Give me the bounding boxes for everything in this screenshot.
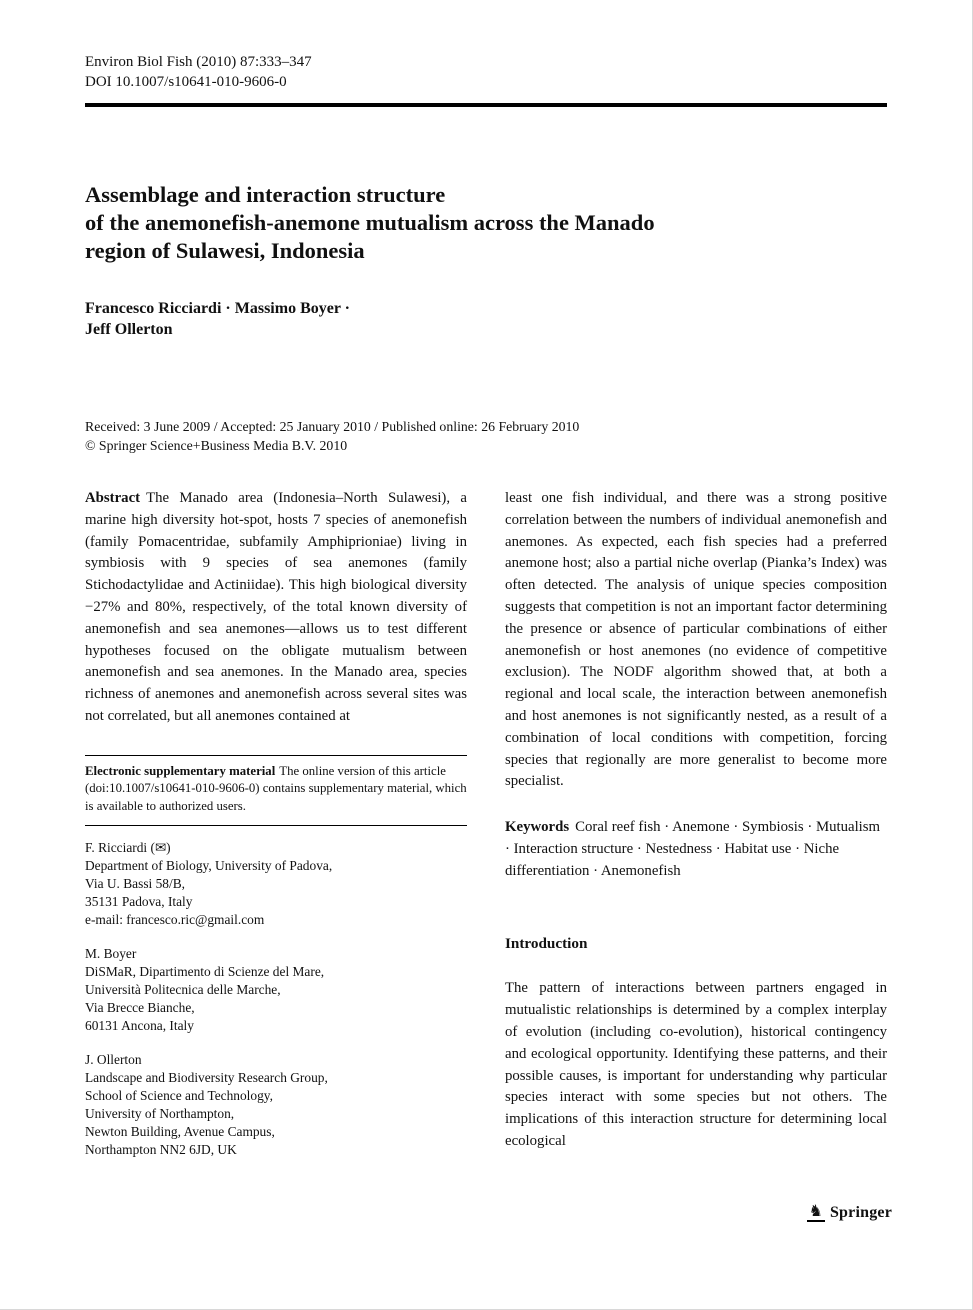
journal-header [85, 0, 887, 92]
abstract-text-col1: The Manado area (Indonesia–North Sulawesi), a marine high diversity hot-spot, hosts 7 species of anemonefish (family Pomacentridae, subfamily Amphiprioniae) living in symbiosis with 9 species of sea anemones (family Stichodactylidae and Actiniidae). This high biological diversity −27% and 80%, respectively, of the total known diversity of anemonefish and sea anemones—allows us to test different hypotheses focused on the obligate mutualism between anemonefish and sea anemones. In the Manado area, species richness of anemones and anemonefish across several sites was not correlated, but all anemones contained at [85, 490, 467, 724]
author-line: Francesco Ricciardi · Massimo Boyer · [85, 300, 350, 317]
journal-citation: Environ Biol Fish (2010) 87:333–347 [85, 54, 312, 70]
corresponding-author-address [85, 839, 467, 929]
doi-line: DOI 10.1007/s10641-010-9606-0 [85, 74, 287, 90]
left-column [85, 488, 467, 1159]
keywords-heading: Keywords [505, 819, 570, 836]
esm-heading: Electronic supplementary material [85, 763, 276, 778]
address-line: J. Ollerton [85, 1051, 142, 1067]
address-line: Newton Building, Avenue Campus, [85, 1123, 275, 1139]
publisher-name: Springer [829, 1203, 892, 1221]
paper-title-line: Assemblage and interaction structure [85, 182, 446, 207]
right-column [505, 488, 887, 1159]
author-line: Jeff Ollerton [85, 321, 173, 338]
esm-text: The online version of this article (doi:10.1007/s10641-010-9606-0) contains supplementary material, which is available to authorized users. [85, 763, 467, 813]
paper-title-line: region of Sulawesi, Indonesia [85, 238, 365, 263]
publisher-logo [807, 1203, 892, 1222]
address-line: Università Politecnica delle Marche, [85, 981, 281, 997]
introduction-paragraph [505, 978, 887, 1152]
address-line: Landscape and Biodiversity Research Group, [85, 1069, 328, 1085]
copyright-line: © Springer Science+Business Media B.V. 2010 [85, 438, 348, 453]
address-line: M. Boyer [85, 945, 137, 961]
author-address [85, 1051, 467, 1159]
author-list [85, 298, 887, 340]
address-line: F. Ricciardi (✉) [85, 839, 171, 855]
introduction-text: The pattern of interactions between partners engaged in mutualistic relationships is determined by a complex interplay of evolution (including co-evolution), historical contingency and ecological opportunity. Identifying these patterns, and their possible causes, is important for understanding why particular species interact with some species but not others. The implications of this interaction structure for determining local ecological [505, 980, 887, 1149]
abstract-text-col2: least one fish individual, and there was a strong positive correlation between the numbers of individual anemonefish and anemones. As expected, each fish species had a preferred anemone host; also a partial niche overlap (Pianka’s Index) was often detected. The analysis of unique species composition suggests that competition is not an important factor determining the presence or absence of particular combinations of either anemonefish or host anemones (no evidence of competitive exclusion). The NODF algorithm showed that, at both a regional and local scale, the interaction between anemonefish and host anemones is not significantly nested, as a result of a combination of local conditions with competition, forcing species that regionally are more generalist to become more specialist. [505, 490, 887, 790]
author-email: e-mail: francesco.ric@gmail.com [85, 911, 265, 927]
address-line: 35131 Padova, Italy [85, 893, 193, 909]
keywords-list: Coral reef fish · Anemone · Symbiosis · Mutualism · Interaction structure · Nestedness · Habitat use · Niche differentiation · Anemonefish [505, 819, 881, 879]
paper-title [85, 181, 887, 265]
address-line: 60131 Ancona, Italy [85, 1017, 194, 1033]
address-line: School of Science and Technology, [85, 1087, 273, 1103]
header-rule [85, 103, 887, 107]
publication-meta [85, 417, 887, 455]
address-line: Via U. Bassi 58/B, [85, 875, 185, 891]
address-line: Department of Biology, University of Padova, [85, 857, 333, 873]
abstract-paragraph [85, 488, 467, 728]
author-address [85, 945, 467, 1035]
received-accepted-line: Received: 3 June 2009 / Accepted: 25 January 2010 / Published online: 26 February 2010 [85, 419, 580, 434]
abstract-continued-paragraph [505, 488, 887, 793]
address-line: Via Brecce Bianche, [85, 999, 195, 1015]
address-line: DiSMaR, Dipartimento di Scienze del Mare, [85, 963, 325, 979]
springer-knight-icon: ♞ [808, 1201, 823, 1220]
two-column-body [85, 488, 887, 1159]
supplementary-material-note [85, 755, 467, 826]
address-line: University of Northampton, [85, 1105, 235, 1121]
abstract-heading: Abstract [85, 490, 141, 506]
paper-title-line: of the anemonefish-anemone mutualism across the Manado [85, 210, 655, 235]
introduction-heading: Introduction [505, 934, 588, 952]
keywords-paragraph [505, 817, 887, 882]
address-line: Northampton NN2 6JD, UK [85, 1141, 237, 1157]
